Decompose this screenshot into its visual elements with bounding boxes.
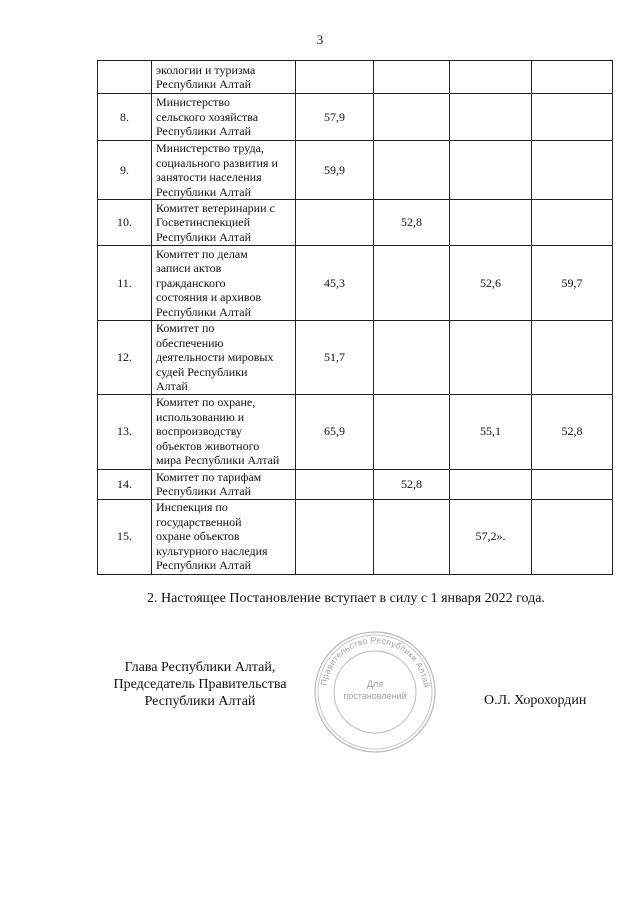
value-cell-c4 [532,141,613,200]
value-cell-c1: 51,7 [296,321,374,395]
ministry-name-cell [152,61,296,94]
seal-ring-text: Правительство Республики Алтай [318,634,432,689]
row-number-cell: 10. [98,200,152,246]
ministry-name-line: гражданского [156,275,226,290]
ministry-name-line: Комитет по делам [156,246,248,261]
value-cell-c4 [532,200,613,246]
table-row [98,200,613,246]
ministry-name-cell [152,469,296,499]
signatory-position-line: Председатель Правительства [113,677,287,692]
ministry-name-line: Комитет по охране, [156,395,256,410]
value-cell-c3: 55,1 [450,394,532,469]
value-cell-c1: 45,3 [296,246,374,321]
value-cell-c4: 59,7 [532,246,613,321]
ministry-name-line: Инспекция по [156,500,228,515]
ministries-table [97,60,613,575]
value-cell-c2 [374,499,450,574]
ministry-name-line: Республики Алтай [156,229,251,244]
signatory-position-line: Республики Алтай [144,694,256,709]
value-cell-c4 [532,61,613,94]
value-cell-c3 [450,141,532,200]
signatory-position-line: Глава Республики Алтай, [124,660,276,675]
ministry-name-line: деятельности мировых [156,350,274,364]
value-cell-c1: 59,9 [296,141,374,200]
value-cell-c1: 57,9 [296,94,374,141]
ministry-name-line: занятости населения [156,170,262,184]
ministry-name-line: обеспечению [156,335,224,350]
ministry-name-line: экологии и туризма [156,62,256,77]
value-cell-c2 [374,246,450,321]
table-row [98,141,613,200]
row-number-cell [98,61,152,94]
ministry-name-line: объектов животного [156,438,260,453]
ministry-name-line: Госветинспекцией [156,215,251,230]
value-cell-c3 [450,200,532,246]
ministry-name-line: судей Республики [156,364,248,379]
value-cell-c1 [296,499,374,574]
ministry-name-cell [152,141,296,200]
row-number-cell: 8. [98,94,152,141]
ministry-name-cell [152,246,296,321]
value-cell-c4 [532,469,613,499]
row-number-cell: 14. [98,469,152,499]
value-cell-c2 [374,94,450,141]
value-cell-c2 [374,321,450,395]
ministry-name-line: воспроизводству [156,424,242,439]
value-cell-c4 [532,499,613,574]
value-cell-c1 [296,200,374,246]
value-cell-c3 [450,321,532,395]
ministry-name-line: Республики Алтай [156,77,251,91]
ministry-name-line: Республики Алтай [156,558,251,573]
ministry-name-line: Республики Алтай [156,124,251,139]
value-cell-c4 [532,94,613,141]
row-number-cell: 12. [98,321,152,395]
seal-center-line: Для [366,679,384,689]
value-cell-c3 [450,94,532,141]
ministry-name-line: культурного наследия [156,543,268,558]
row-number-cell: 11. [98,246,152,321]
ministry-name-line: записи актов [156,261,222,276]
ministry-name-cell [152,200,296,246]
table-row [98,499,613,574]
value-cell-c3 [450,61,532,94]
clause-2-text: 2. Настоящее Постановление вступает в силу с 1 января 2022 года. [147,591,545,606]
ministry-name-cell [152,94,296,141]
ministry-name-line: социального развития и [156,155,278,170]
page-number: 3 [316,32,324,47]
table-row [98,394,613,469]
row-number-cell: 9. [98,141,152,200]
value-cell-c4: 52,8 [532,394,613,469]
ministry-name-line: сельского хозяйства [156,109,259,124]
value-cell-c1 [296,469,374,499]
ministry-name-cell [152,321,296,395]
ministry-name-line: Республики Алтай [156,184,251,199]
row-number-cell: 15. [98,499,152,574]
ministry-name-cell [152,394,296,469]
value-cell-c2 [374,61,450,94]
ministry-name-line: Республики Алтай [156,304,251,319]
value-cell-c3: 52,6 [450,246,532,321]
table-row [98,321,613,395]
ministry-name-line: Алтай [156,379,188,393]
table-row [98,94,613,141]
ministry-name-line: государственной [156,514,242,529]
ministry-name-line: Министерство труда, [156,141,264,155]
ministry-name-line: Республики Алтай [156,484,251,498]
ministry-name-line: Комитет ветеринарии с [156,200,275,215]
row-number-cell: 13. [98,394,152,469]
value-cell-c2 [374,141,450,200]
value-cell-c1: 65,9 [296,394,374,469]
ministry-name-line: мира Республики Алтай [156,453,280,468]
ministry-name-line: Комитет по тарифам [156,469,262,484]
table-row [98,246,613,321]
ministry-name-line: Комитет по [156,321,215,335]
seal-center-line: постановлений [343,691,407,701]
signatory-position [100,659,300,710]
value-cell-c2: 52,8 [374,469,450,499]
ministry-name-line: Министерство [156,95,230,110]
value-cell-c1 [296,61,374,94]
ministry-name-line: состояния и архивов [156,290,262,305]
ministry-name-cell [152,499,296,574]
value-cell-c3: 57,2». [450,499,532,574]
official-seal-stamp [313,630,437,754]
ministry-name-line: охране объектов [156,529,240,544]
value-cell-c2 [374,394,450,469]
value-cell-c4 [532,321,613,395]
table-row [98,61,613,94]
signatory-name: О.Л. Хорохордин [484,693,587,708]
value-cell-c2: 52,8 [374,200,450,246]
value-cell-c3 [450,469,532,499]
table-row [98,469,613,499]
ministry-name-line: использованию и [156,409,245,424]
